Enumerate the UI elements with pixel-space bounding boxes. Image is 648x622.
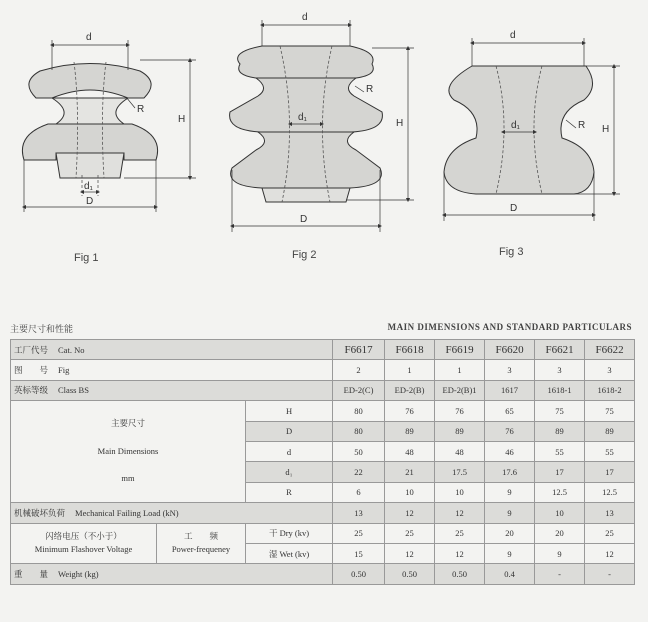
fig1-dim-D: D	[86, 196, 94, 207]
fig2-dim-d: d	[302, 12, 308, 23]
table-cell: 12	[385, 543, 435, 563]
fig3-dim-D: D	[510, 203, 518, 214]
table-cell: 13	[333, 503, 385, 523]
table-cell: 9	[485, 543, 535, 563]
table-cell: 17.5	[435, 462, 485, 482]
spec-table	[10, 339, 635, 585]
fig3-dim-H: H	[602, 124, 610, 135]
table-cell: 75	[535, 401, 585, 421]
table-cell: 17.6	[485, 462, 535, 482]
table-cell: 46	[485, 441, 535, 461]
table-cell: 80	[333, 401, 385, 421]
table-cell: 9	[485, 482, 535, 502]
dim-symbol: d	[246, 441, 333, 461]
table-cell: 55	[535, 441, 585, 461]
fig1-label: Fig 1	[74, 252, 99, 264]
table-row	[11, 401, 635, 421]
table-cell: 3	[485, 360, 535, 380]
table-cell: 3	[535, 360, 585, 380]
table-row	[11, 360, 635, 380]
fig3-dim-d: d	[510, 30, 516, 41]
fig2-dim-H: H	[396, 118, 404, 129]
fig2-label: Fig 2	[292, 249, 317, 261]
table-cell: 76	[385, 401, 435, 421]
dim-symbol: D	[246, 421, 333, 441]
table-cell: 12.5	[585, 482, 635, 502]
main-dimensions-label: 主要尺寸 Main Dimensions mm	[11, 401, 246, 503]
fig3-dim-d1: d₁	[511, 120, 520, 131]
table-cell: 55	[585, 441, 635, 461]
table-cell: 65	[485, 401, 535, 421]
fig1-dim-d1: d₁	[84, 181, 93, 192]
fig1-dim-R: R	[137, 104, 145, 115]
table-cell: 1618-2	[585, 380, 635, 400]
table-cell: 2	[333, 360, 385, 380]
table-cell: 6	[333, 482, 385, 502]
table-cell: 15	[333, 543, 385, 563]
table-cell: 17	[585, 462, 635, 482]
catno-header: 工厂代号 Cat. No	[11, 340, 333, 360]
fig2-dim-R: R	[366, 84, 374, 95]
table-row	[11, 523, 635, 543]
fig2-dim-D: D	[300, 214, 308, 225]
flashover-label: 闪络电压（不小于） Minimum Flashover Voltage 工 频 Power-frequeney	[11, 523, 246, 564]
table-cell: 20	[535, 523, 585, 543]
table-cell: 21	[385, 462, 435, 482]
table-cell: 0.50	[333, 564, 385, 584]
row-label-mechanical-load: 机械破坏负荷 Mechanical Failing Load (kN)	[11, 503, 333, 523]
table-cell: 50	[333, 441, 385, 461]
table-cell: 48	[385, 441, 435, 461]
table-cell: 75	[585, 401, 635, 421]
dim-symbol: R	[246, 482, 333, 502]
model-header: F6620	[485, 340, 535, 360]
table-cell: 9	[535, 543, 585, 563]
table-cell: 10	[535, 503, 585, 523]
table-cell: 89	[435, 421, 485, 441]
table-cell: 25	[333, 523, 385, 543]
dim-symbol: H	[246, 401, 333, 421]
dim-symbol: d₁	[246, 462, 333, 482]
table-cell: ED-2(B)	[385, 380, 435, 400]
table-cell: 12	[435, 543, 485, 563]
table-cell: 9	[485, 503, 535, 523]
table-cell: 13	[585, 503, 635, 523]
table-cell: 0.50	[435, 564, 485, 584]
fig1-dim-d: d	[86, 32, 92, 43]
fig1-top-shed	[29, 64, 151, 99]
table-cell: 17	[535, 462, 585, 482]
fig1-drawing	[22, 64, 157, 179]
insulator-drawings	[0, 0, 648, 270]
section-title-zh: 主要尺寸和性能	[10, 324, 74, 334]
table-cell: 10	[385, 482, 435, 502]
table-cell: 10	[435, 482, 485, 502]
table-cell: -	[585, 564, 635, 584]
fig2-top-shed	[238, 46, 374, 78]
fig2-base	[262, 188, 350, 202]
table-cell: 25	[585, 523, 635, 543]
table-cell: 3	[585, 360, 635, 380]
table-cell: 1618-1	[535, 380, 585, 400]
table-cell: 25	[385, 523, 435, 543]
table-cell: 25	[435, 523, 485, 543]
table-row	[11, 503, 635, 523]
table-cell: 0.4	[485, 564, 535, 584]
table-cell: ED-2(B)1	[435, 380, 485, 400]
fig2-low-shed	[231, 132, 382, 188]
row-label-fig: 图 号 Fig	[11, 360, 333, 380]
table-cell: 12	[585, 543, 635, 563]
table-header-row	[11, 340, 635, 360]
table-cell: 76	[485, 421, 535, 441]
model-header: F6618	[385, 340, 435, 360]
row-label-weight: 重 量 Weight (kg)	[11, 564, 333, 584]
model-header: F6621	[535, 340, 585, 360]
table-cell: 12	[385, 503, 435, 523]
fig3-dim-R: R	[578, 120, 586, 131]
table-cell: 0.50	[385, 564, 435, 584]
table-cell: 1	[385, 360, 435, 380]
table-cell: 1617	[485, 380, 535, 400]
fig1-base	[56, 153, 124, 178]
table-cell: 80	[333, 421, 385, 441]
model-header: F6617	[333, 340, 385, 360]
table-cell: 89	[585, 421, 635, 441]
table-cell: 20	[485, 523, 535, 543]
model-header: F6619	[435, 340, 485, 360]
table-cell: 76	[435, 401, 485, 421]
row-label-class: 英标等级 Class BS	[11, 380, 333, 400]
table-cell: 89	[535, 421, 585, 441]
table-cell: 89	[385, 421, 435, 441]
table-row	[11, 380, 635, 400]
fig3-label: Fig 3	[499, 246, 524, 258]
table-cell: 12.5	[535, 482, 585, 502]
table-cell: 1	[435, 360, 485, 380]
model-header: F6622	[585, 340, 635, 360]
table-row	[11, 564, 635, 584]
fig1-dim-H: H	[178, 114, 186, 125]
dry-label: 干 Dry (kv)	[246, 523, 333, 543]
fig1-neck	[52, 98, 128, 124]
table-cell: 48	[435, 441, 485, 461]
section-title-en: MAIN DIMENSIONS AND STANDARD PARTICULARS	[387, 322, 632, 332]
table-cell: -	[535, 564, 585, 584]
table-cell: 22	[333, 462, 385, 482]
wet-label: 湿 Wet (kv)	[246, 543, 333, 563]
table-cell: 12	[435, 503, 485, 523]
table-cell: ED-2(C)	[333, 380, 385, 400]
fig2-dim-d1: d₁	[298, 112, 307, 123]
